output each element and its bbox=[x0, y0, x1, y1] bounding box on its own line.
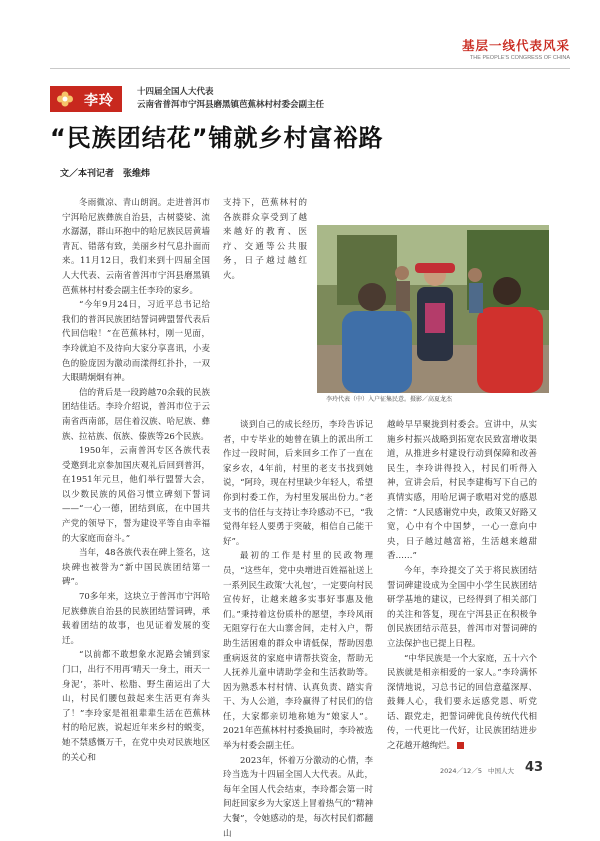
body-column-2-top bbox=[223, 196, 307, 284]
paragraph: 今年，李玲提交了关于将民族团结誓词碑建设成为全国中小学生民族团结研学基地的建议，已经得到了相关部门的关注和答复，现在宁洱县正在积极争创民族团结示范县，普洱市对誓词碑的立法保护也已提上日程。 bbox=[387, 565, 537, 649]
article-byline: 文／本刊记者 张维炜 bbox=[60, 169, 151, 179]
section-title: 基层一线代表风采 bbox=[461, 38, 570, 53]
paragraph: 信的背后是一段跨越70余载的民族团结佳话。李玲介绍说，普洱市位于云南省西南部，居住着汉族、哈尼族、彝族、拉祜族、佤族、傣族等26个民族。 bbox=[62, 387, 210, 442]
section-subtitle: THE PEOPLE'S CONGRESS OF CHINA bbox=[469, 55, 570, 61]
paragraph: 最初的工作是村里的民政物理员，“这些年，党中央增进百姓福祉送上一系列民生政策‘大礼包’，一定要向村民宣传好，让越来越多实事好事惠及他们。”秉持着这份质朴的愿望，李玲风雨无阻穿行在大山寨舍间，走村入户，帮助生活困难的群众申请低保，帮助因患重病返贫的家庭申请帮扶资金，帮助无人抚养儿童申请助学金和生活救助等。因为熟悉本村村情、认真负责、踏实肯干、为人公道，李玲赢得了村民们的信任，大家都亲切地称她为“娘家人”。2021年芭蕉林村村委换届时，李玲被选举为村委会副主任。 bbox=[223, 551, 373, 752]
section-header bbox=[462, 36, 570, 61]
paragraph-text: “中华民族是一个大家庭，五十六个民族就是相亲相爱的一家人。”李玲满怀深情地说，习总书记的回信意蕴深厚、鼓舞人心，我们要永远感党恩、听党话、跟党走，把誓词碑优良传统代代相传，一代更比一代好，让民族团结进步之花越开越绚烂。 bbox=[387, 653, 537, 752]
flower-icon bbox=[56, 90, 74, 108]
paragraph: 支持下，芭蕉林村的各族群众享受到了越来越好的教育、医疗、交通等公共服务，日子越过越红火。 bbox=[223, 198, 307, 281]
photo-illustration bbox=[317, 225, 549, 393]
paragraph: 2023年，怀着万分激动的心情，李玲当选为十四届全国人大代表。从此，每年全国人代会结束，李玲都会第一时间赶回家乡为大家送上冒着热气的“精神大餐”，令她感动的是，每次村民们都翻山 bbox=[223, 755, 373, 839]
name-badge bbox=[50, 86, 122, 112]
body-column-2 bbox=[223, 418, 373, 841]
end-mark-icon bbox=[457, 742, 464, 749]
magazine-name: 中国人大 bbox=[488, 767, 514, 775]
page-number: 43 bbox=[525, 760, 544, 775]
paragraph: 70多年来，这块立于普洱市宁洱哈尼族彝族自治县的民族团结誓词碑，承载着团结的故事，也见证着发展的变迁。 bbox=[62, 592, 210, 646]
representative-name: 李玲 bbox=[84, 93, 114, 109]
photo-caption: 李玲代表（中）入户征集民意。摄影／高夏龙杰 bbox=[326, 396, 453, 403]
body-column-3 bbox=[387, 418, 537, 754]
paragraph: 1950年，云南普洱专区各族代表受邀到北京参加国庆观礼后回到普洱，在1951年元旦，他们举行盟誓大会，以少数民族的风俗习惯立碑刻下誓词——“一心一德，团结到底，在中国共产党的领导下，誓为建设平等自由幸福的大家庭而奋斗。” bbox=[62, 446, 210, 544]
article-title: “民族团结花”铺就乡村富裕路 bbox=[50, 124, 384, 152]
paragraph: “以前都不敢想象水泥路会铺到家门口，出行不用再‘晴天一身土，雨天一身泥’，茶叶、松脂、野生菌运出了大山，村民们腰包鼓起来生活更有奔头了！”李玲家是祖祖辈辈生活在芭蕉林村的哈尼族，说起近年来乡村的蜕变，她不禁感慨万千，在党中央对民族地区的关心和 bbox=[62, 650, 210, 763]
paragraph: 冬雨微凉、青山朗润。走进普洱市宁洱哈尼族彝族自治县，古树婆娑、流水潺潺，群山环抱中的哈尼族民居黄墙青瓦、错落有致，美丽乡村气息扑面而来。11月12日，我们来到十四届全国人大代表、云南省普洱市宁洱县磨黑镇芭蕉林村村委会副主任李玲的家乡。 bbox=[62, 198, 210, 296]
body-column-1 bbox=[62, 196, 210, 765]
header-rule bbox=[50, 68, 570, 69]
representative-title: 十四届全国人大代表 bbox=[137, 87, 214, 97]
paragraph bbox=[387, 652, 537, 754]
representative-position: 云南省普洱市宁洱县磨黑镇芭蕉林村村委会副主任 bbox=[137, 99, 325, 110]
paragraph: 谈到自己的成长经历，李玲告诉记者，中专毕业的她曾在镇上的派出所工作过一段时间，后来回乡工作了一直在家乡农，4年前，村里的老支书找到她说，“阿玲，现在村里缺少年轻人，希望你到村委工作，为村里发展出份力。”老支书的信任与支持让李玲感动不已，“我觉得年轻人要勇于突破，相信自己能干好”。 bbox=[223, 420, 373, 547]
paragraph: 越岭早早聚拢到村委会。宣讲中，从实施乡村振兴战略到拓宽农民致富增收渠道，从推进乡村建设行动到保障和改善民生，李玲讲得投入，村民们听得入神，宣讲会后，村民李建梅写下自己的真情实感，用哈尼调子歌唱对党的感恩之情：“人民感谢党中央，政策又好路又宽，心中有个中国梦，一心一意向中央，日子越过越富裕，生活越来越甜香……” bbox=[387, 420, 537, 562]
paragraph: 当年，48各族代表在碑上签名，这块碑也被誉为“新中国民族团结第一碑”。 bbox=[62, 548, 210, 588]
article-photo bbox=[317, 225, 549, 393]
issue-date: 2024／12／5 bbox=[440, 767, 482, 775]
paragraph: “今年9月24日，习近平总书记给我们的普洱民族团结誓词碑盟誓代表后代回信啦！”在芭蕉林村，刚一见面，李玲就迫不及待向大家分享喜讯，小麦色的脸庞因为激动而漾得红扑扑，一双大眼睛炯炯有神。 bbox=[62, 300, 210, 384]
representative-info bbox=[137, 86, 324, 111]
